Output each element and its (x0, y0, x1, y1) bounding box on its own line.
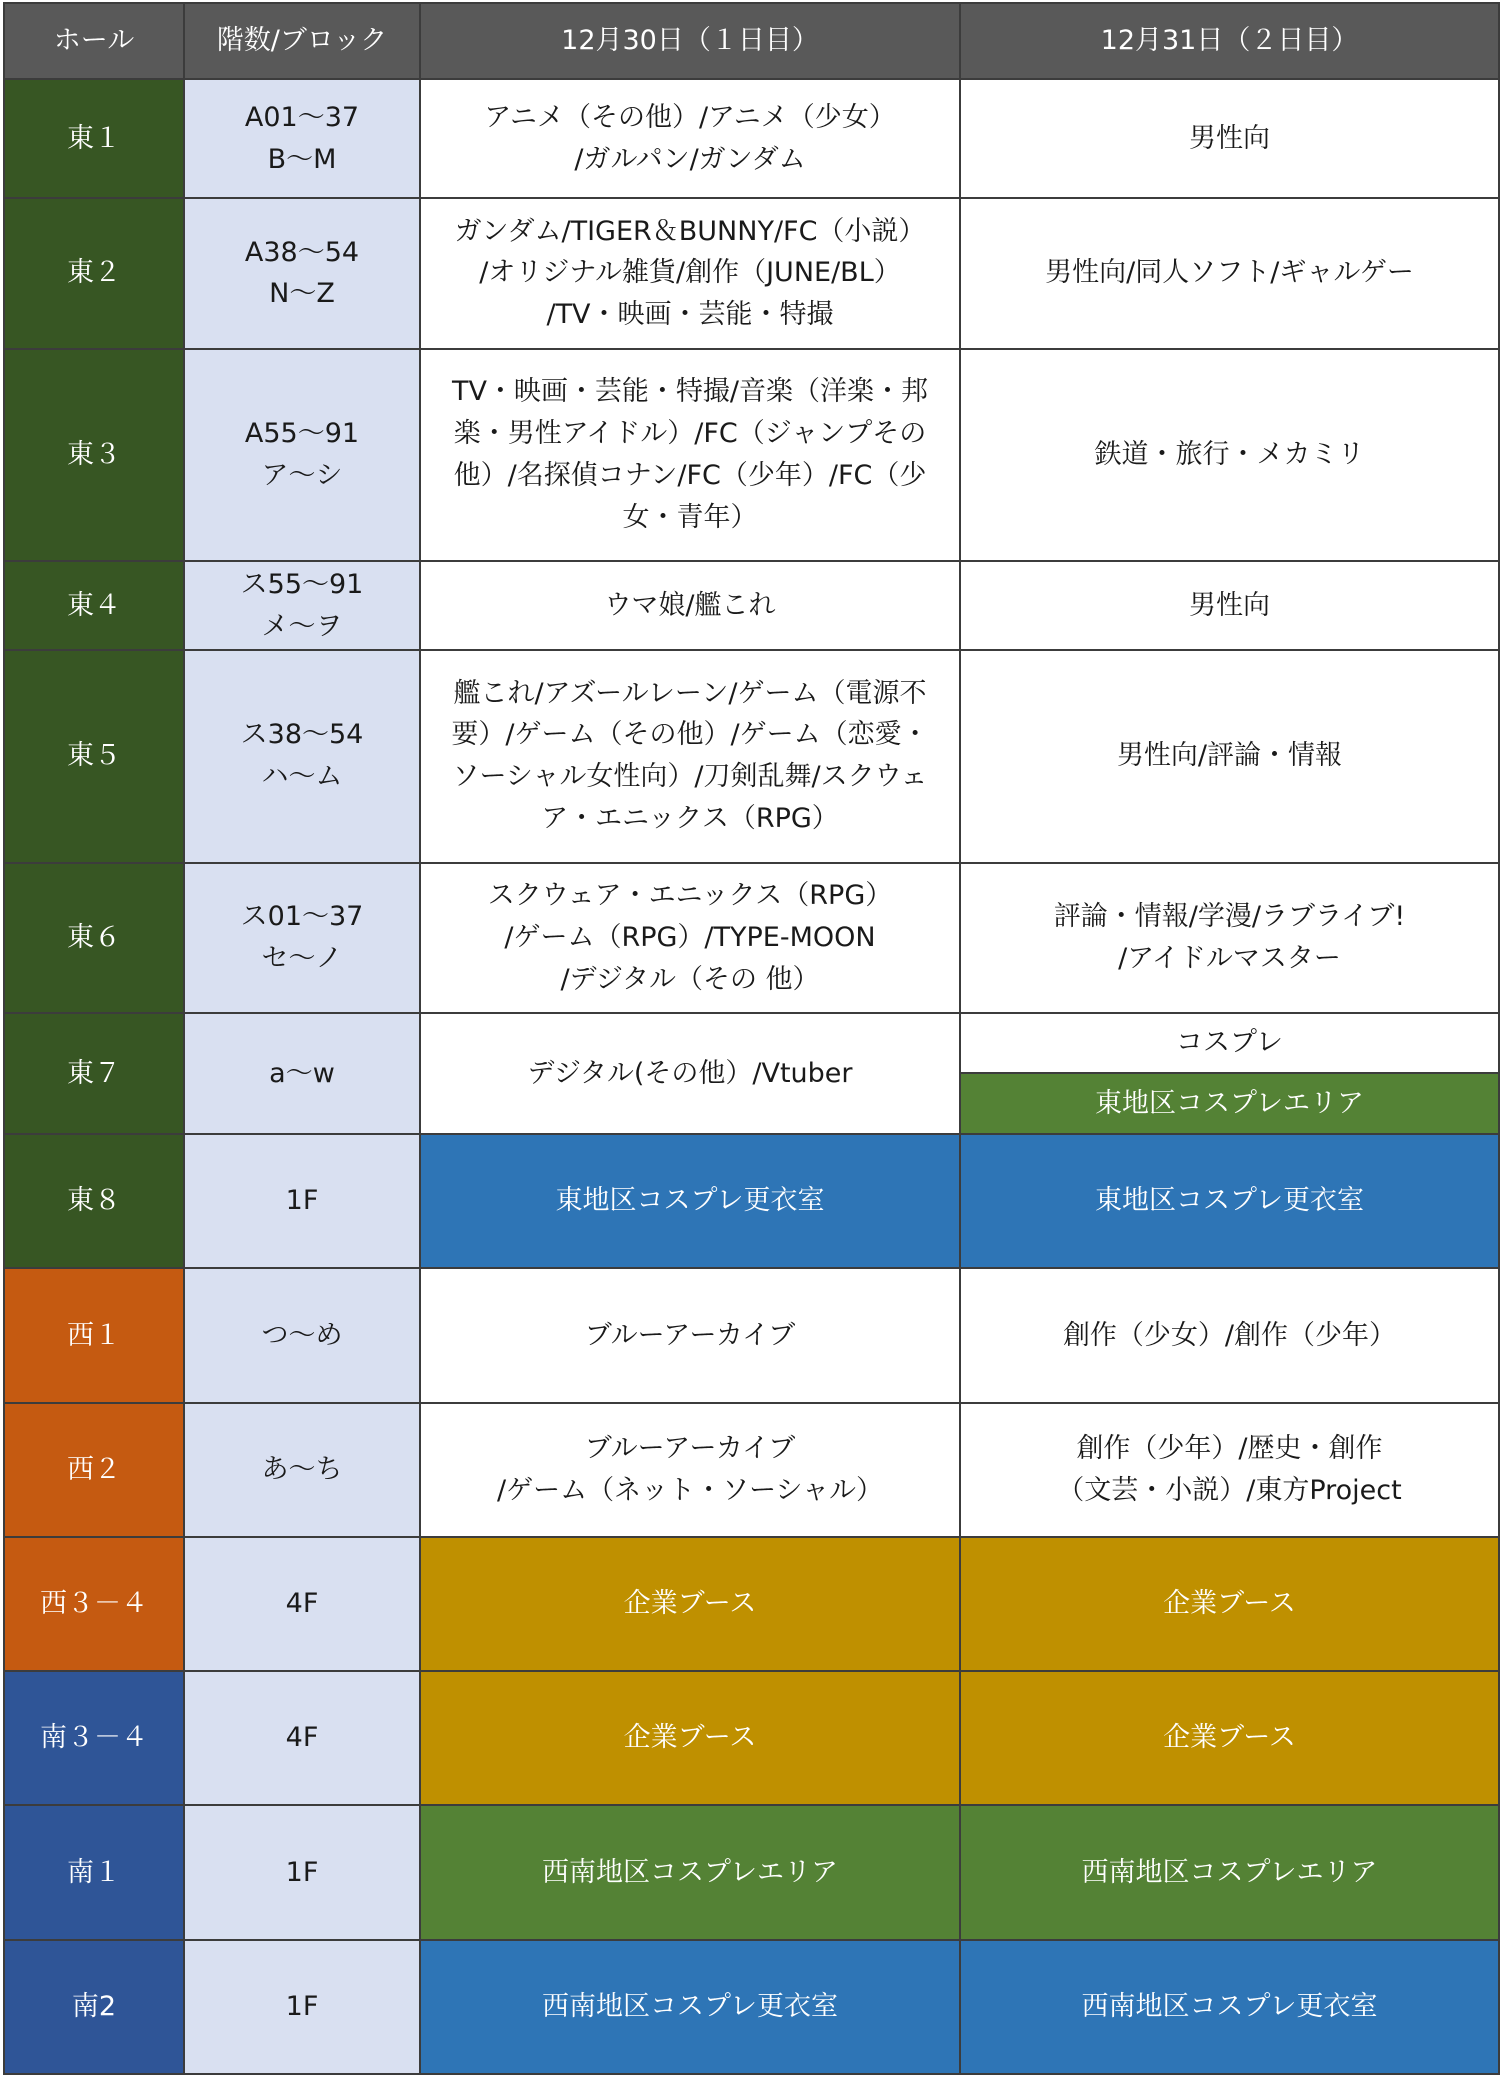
day2-cell (960, 1805, 1499, 1939)
table-row (4, 79, 1499, 198)
cell-text-line: アニメ（その他）/アニメ（少女） (484, 101, 896, 133)
cell-text-line: ガンダム/TIGER＆BUNNY/FC（小説） (454, 215, 926, 247)
day2-cell (960, 1671, 1499, 1805)
day2-cell (960, 1268, 1499, 1402)
block-cell (184, 863, 420, 1013)
day2-cell (960, 349, 1499, 561)
day2-cosplay-area-label: 東地区コスプレエリア (961, 1072, 1498, 1133)
cell-text-line: a～w (269, 1057, 335, 1089)
cell-text-line: 1F (285, 1185, 319, 1217)
cell-text-line: 楽・男性アイドル）/FC（ジャンプその (453, 417, 927, 449)
cell-text-line: ス01～37 (240, 900, 364, 932)
hall-cell: 東３ (4, 349, 184, 561)
day1-cell (420, 1268, 960, 1402)
table-row (4, 1671, 1499, 1805)
table-row (4, 349, 1499, 561)
cell-text-line: 男性向 (1189, 122, 1270, 154)
day2-cell (960, 1403, 1499, 1537)
block-cell (184, 1268, 420, 1402)
cell-text-line: ス55～91 (240, 568, 364, 600)
block-cell (184, 561, 420, 650)
cell-text-line: /ゲーム（ネット・ソーシャル） (496, 1474, 884, 1506)
cell-text-line: 1F (285, 1990, 319, 2022)
table-row (4, 1537, 1499, 1671)
header-row (4, 3, 1499, 79)
hall-cell: 東６ (4, 863, 184, 1013)
cell-text-line: 企業ブース (623, 1722, 757, 1754)
cell-text-line: 企業ブース (1163, 1588, 1296, 1620)
cell-text-line: A55～91 (244, 417, 360, 449)
header-day2: 12月31日（２日目） (960, 3, 1499, 79)
cell-text-line: 西南地区コスプレ更衣室 (1081, 1990, 1378, 2022)
cell-text-line: N～Z (269, 278, 335, 310)
day1-cell (420, 1805, 960, 1939)
cell-text-line: 西南地区コスプレエリア (542, 1856, 838, 1888)
cell-text-line: セ～ノ (261, 942, 343, 974)
day1-cell (420, 1013, 960, 1134)
cell-text-line: /ゲーム（RPG）/TYPE-MOON (504, 921, 876, 953)
cell-text-line: /オリジナル雑貨/創作（JUNE/BL） (479, 257, 901, 289)
header-day1: 12月30日（１日目） (420, 3, 960, 79)
hall-cell: 西１ (4, 1268, 184, 1402)
cell-text-line: 創作（少女）/創作（少年） (1062, 1319, 1397, 1351)
cell-text-line: /デジタル（その 他） (560, 963, 820, 995)
cell-text-line: ブルーアーカイブ (584, 1432, 796, 1464)
day1-cell (420, 1940, 960, 2074)
day2-cell (960, 650, 1499, 862)
hall-cell: 東１ (4, 79, 184, 198)
table-row (4, 863, 1499, 1013)
cell-text-line: ウマ娘/艦これ (604, 589, 776, 621)
hall-cell: 東４ (4, 561, 184, 650)
block-cell (184, 349, 420, 561)
day2-cosplay-label: コスプレ (1176, 1027, 1283, 1059)
block-cell (184, 1940, 420, 2074)
cell-text-line: 東地区コスプレ更衣室 (555, 1185, 825, 1217)
cell-text-line: 企業ブース (1163, 1722, 1296, 1754)
hall-schedule-table (3, 2, 1500, 2075)
cell-text-line: /アイドルマスター (1118, 942, 1341, 974)
cell-text-line: 艦これ/アズールレーン/ゲーム（電源不 (453, 677, 927, 709)
block-cell (184, 1134, 420, 1268)
day1-cell (420, 1134, 960, 1268)
cell-text-line: /TV・映画・芸能・特撮 (546, 299, 834, 331)
cell-text-line: 西南地区コスプレエリア (1081, 1856, 1378, 1888)
day1-cell (420, 863, 960, 1013)
block-cell (184, 1403, 420, 1537)
cell-text-line: ソーシャル女性向）/刀剣乱舞/スクウェ (452, 761, 928, 793)
day2-cell (960, 863, 1499, 1013)
cell-text-line: ア・エニックス（RPG） (541, 803, 839, 835)
hall-cell: 南2 (4, 1940, 184, 2074)
cell-text-line: 評論・情報/学漫/ラブライブ! (1053, 900, 1406, 932)
hall-cell: 東７ (4, 1013, 184, 1134)
cell-text-line: A38～54 (244, 236, 360, 268)
hall-cell: 西２ (4, 1403, 184, 1537)
cell-text-line: A01～37 (244, 101, 360, 133)
day2-cell (960, 1537, 1499, 1671)
cell-text-line: 男性向/同人ソフト/ギャルゲー (1045, 257, 1414, 289)
table-row (4, 1403, 1499, 1537)
day2-cell (960, 1940, 1499, 2074)
cell-text-line: つ～め (261, 1319, 343, 1351)
table-row (4, 1940, 1499, 2074)
cell-text-line: ハ～ム (261, 761, 343, 793)
hall-cell: 南１ (4, 1805, 184, 1939)
hall-cell: 東５ (4, 650, 184, 862)
day2-cell (960, 1134, 1499, 1268)
cell-text-line: 1F (285, 1856, 319, 1888)
day1-cell (420, 1671, 960, 1805)
block-cell (184, 1671, 420, 1805)
table-row (4, 1013, 1499, 1134)
block-cell (184, 650, 420, 862)
cell-text-line: （文芸・小説）/東方Project (1057, 1474, 1402, 1506)
schedule-body (4, 79, 1499, 2074)
block-cell (184, 79, 420, 198)
day2-cell (960, 79, 1499, 198)
cell-text-line: メ～ヲ (261, 610, 343, 642)
table-row (4, 650, 1499, 862)
header-block: 階数/ブロック (184, 3, 420, 79)
hall-cell: 東８ (4, 1134, 184, 1268)
hall-cell: 東２ (4, 198, 184, 348)
cell-text-line: 西南地区コスプレ更衣室 (542, 1990, 838, 2022)
day2-cell (960, 561, 1499, 650)
cell-text-line: デジタル(その他）/Vtuber (527, 1057, 853, 1089)
table-row (4, 561, 1499, 650)
cell-text-line: 鉄道・旅行・メカミリ (1094, 438, 1365, 470)
day1-cell (420, 79, 960, 198)
block-cell (184, 1537, 420, 1671)
header-hall: ホール (4, 3, 184, 79)
table-row (4, 1268, 1499, 1402)
cell-text-line: 4F (285, 1722, 319, 1754)
cell-text-line: 要）/ゲーム（その他）/ゲーム（恋愛・ (451, 719, 929, 751)
day2-cell (960, 198, 1499, 348)
day1-cell (420, 650, 960, 862)
cell-text-line: 女・青年） (622, 501, 758, 533)
cell-text-line: ア～シ (261, 459, 343, 491)
block-cell (184, 198, 420, 348)
block-cell (184, 1805, 420, 1939)
day1-cell (420, 1403, 960, 1537)
cell-text-line: 他）/名探偵コナン/FC（少年）/FC（少 (453, 459, 927, 491)
day2-cell (960, 1013, 1499, 1134)
cell-text-line: TV・映画・芸能・特撮/音楽（洋楽・邦 (451, 376, 929, 408)
table-row (4, 198, 1499, 348)
table-row (4, 1805, 1499, 1939)
cell-text-line: あ～ち (261, 1453, 343, 1485)
cell-text-line: 男性向 (1189, 589, 1270, 621)
day1-cell (420, 349, 960, 561)
table-row (4, 1134, 1499, 1268)
hall-cell: 南３－４ (4, 1671, 184, 1805)
block-cell (184, 1013, 420, 1134)
cell-text-line: ス38～54 (240, 719, 364, 751)
cell-text-line: ブルーアーカイブ (584, 1319, 796, 1351)
cell-text-line: 4F (285, 1588, 319, 1620)
day1-cell (420, 198, 960, 348)
cell-text-line: B～M (267, 143, 337, 175)
cell-text-line: 男性向/評論・情報 (1116, 740, 1343, 772)
cell-text-line: 東地区コスプレ更衣室 (1095, 1185, 1364, 1217)
day1-cell (420, 1537, 960, 1671)
cell-text-line: 創作（少年）/歴史・創作 (1076, 1432, 1383, 1464)
hall-cell: 西３－４ (4, 1537, 184, 1671)
cell-text-line: /ガルパン/ガンダム (574, 143, 806, 175)
cell-text-line: 企業ブース (623, 1588, 757, 1620)
day1-cell (420, 561, 960, 650)
cell-text-line: スクウェア・エニックス（RPG） (487, 879, 893, 911)
